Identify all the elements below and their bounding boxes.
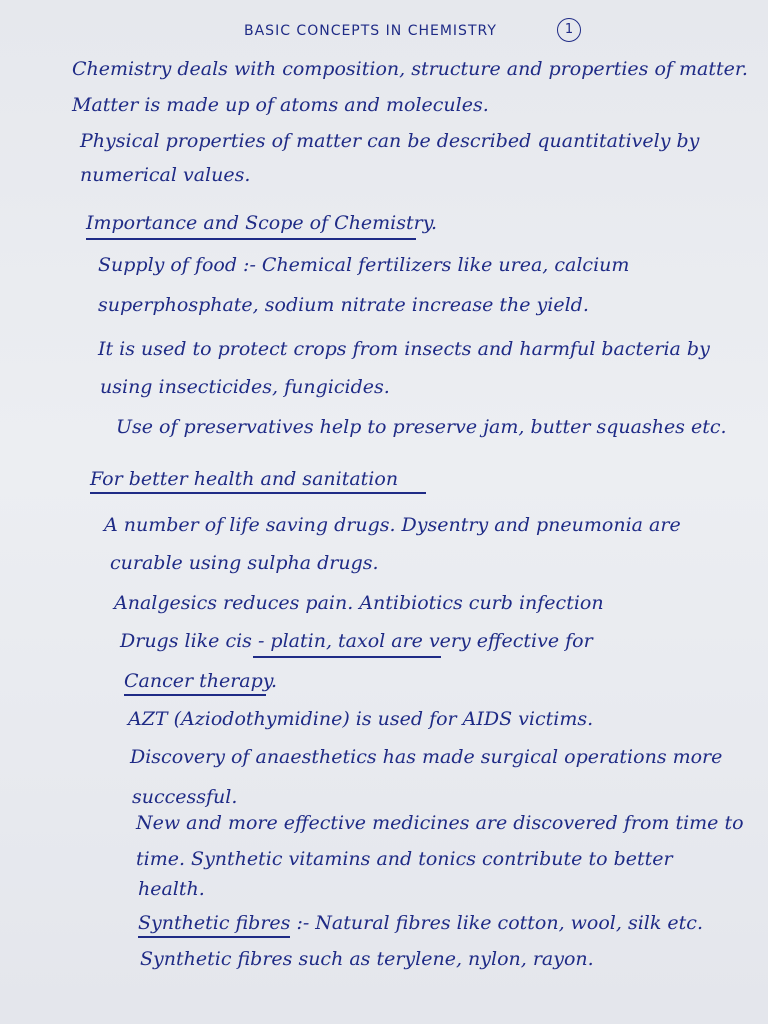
importance-line-5: Use of preservatives help to preserve jam, butter squashes etc. [116, 416, 727, 438]
intro-line-1: Chemistry deals with composition, structure and properties of matter. [72, 58, 748, 80]
health-line-8: successful. [132, 786, 238, 808]
health-line-3: Analgesics reduces pain. Antibiotics curb infection [114, 592, 604, 614]
page-title: BASIC CONCEPTS IN CHEMISTRY [244, 23, 497, 39]
importance-line-2: superphosphate, sodium nitrate increase the yield. [98, 294, 589, 316]
health-line-10: time. Synthetic vitamins and tonics contribute to better [136, 848, 673, 870]
term-underline [253, 656, 441, 658]
importance-line-4: using insecticides, fungicides. [100, 376, 390, 398]
section-heading-health: For better health and sanitation [90, 468, 399, 490]
intro-line-2: Matter is made up of atoms and molecules. [72, 94, 489, 116]
health-line-2: curable using sulpha drugs. [110, 552, 379, 574]
heading-underline [90, 492, 426, 494]
importance-line-1: Supply of food :- Chemical fertilizers like urea, calcium [98, 254, 630, 276]
health-line-11: health. [138, 878, 205, 900]
importance-line-3: It is used to protect crops from insects and harmful bacteria by [98, 338, 710, 360]
page-number: 1 [557, 18, 581, 42]
health-line-7: Discovery of anaesthetics has made surgical operations more [130, 746, 723, 768]
term-underline [138, 936, 290, 938]
heading-underline [86, 238, 416, 240]
intro-line-4: numerical values. [80, 164, 251, 186]
health-line-6: AZT (Aziodothymidine) is used for AIDS victims. [128, 708, 594, 730]
term-underline [124, 694, 266, 696]
intro-line-3: Physical properties of matter can be described quantitatively by [80, 130, 700, 152]
health-line-5: Cancer therapy. [124, 670, 278, 692]
fibres-line-2: Synthetic fibres such as terylene, nylon, rayon. [140, 948, 594, 970]
health-line-9: New and more effective medicines are discovered from time to [136, 812, 744, 834]
health-line-4: Drugs like cis - platin, taxol are very effective for [120, 630, 593, 652]
health-line-1: A number of life saving drugs. Dysentry and pneumonia are [104, 514, 681, 536]
section-heading-importance: Importance and Scope of Chemistry. [86, 212, 437, 234]
fibres-line-1: Synthetic fibres :- Natural fibres like cotton, wool, silk etc. [138, 912, 703, 934]
